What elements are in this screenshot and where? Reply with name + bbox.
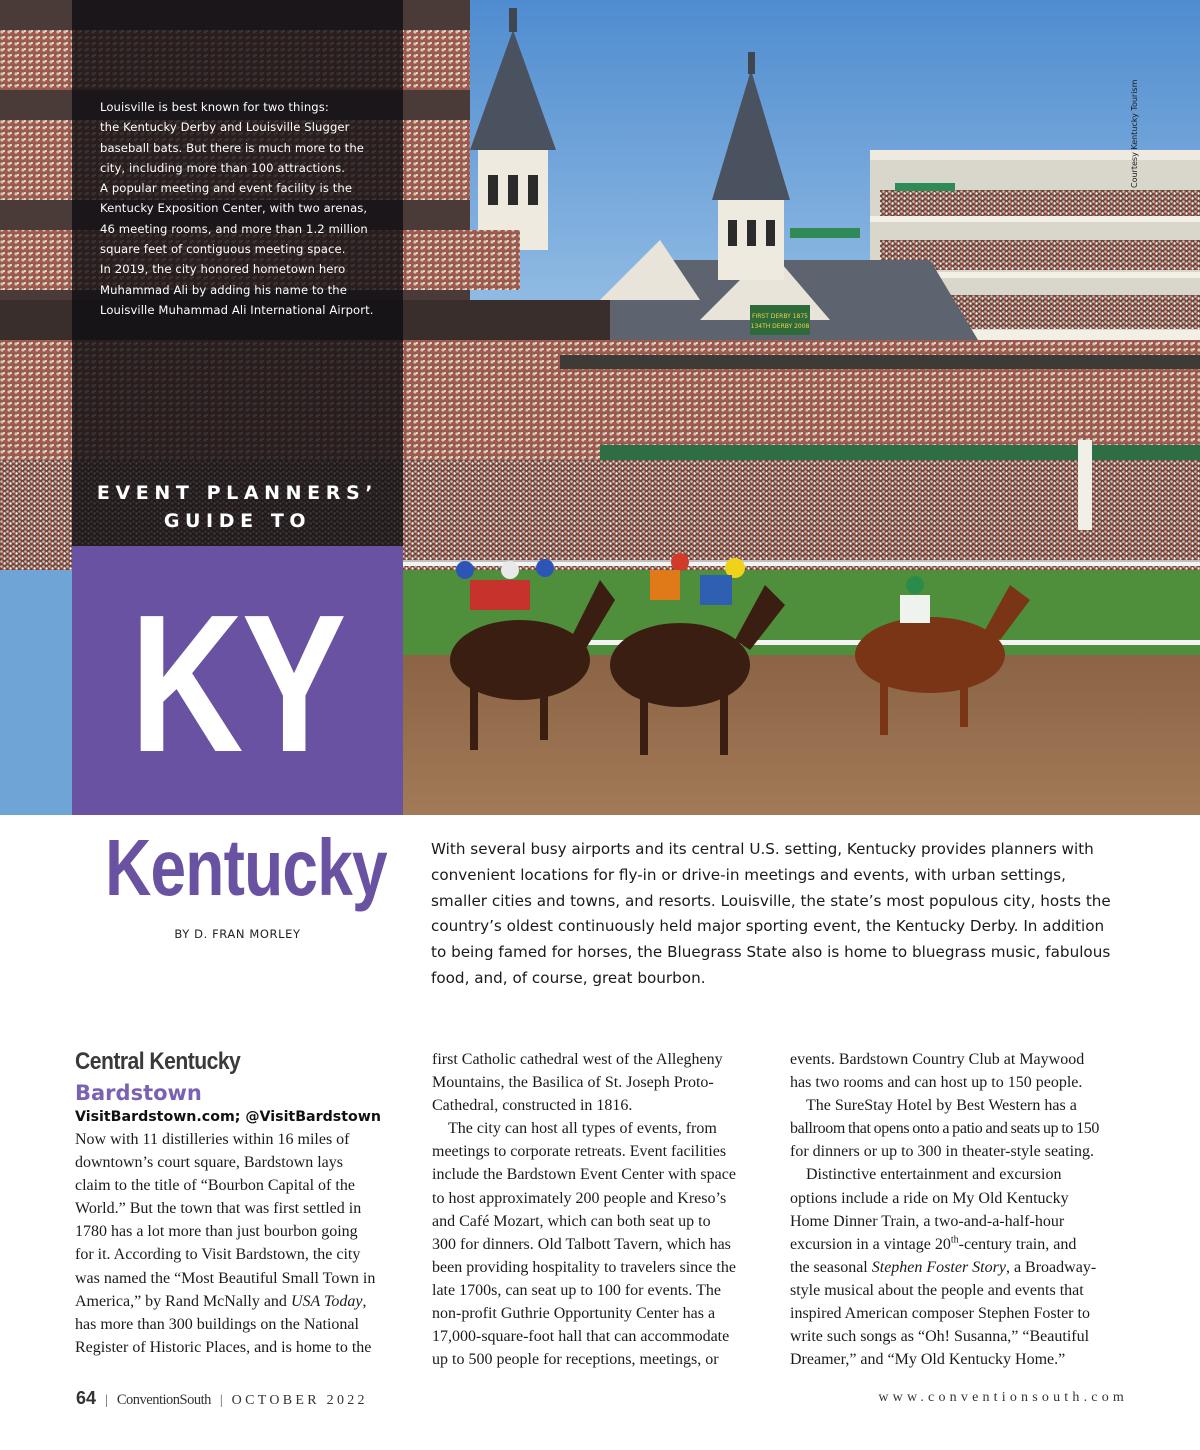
ordinal-suffix: th xyxy=(950,1234,959,1246)
body-paragraph xyxy=(75,1128,411,1359)
body-line xyxy=(790,1233,1130,1256)
body-line: 300 for dinners. Old Talbott Tavern, which has xyxy=(432,1235,731,1253)
sidebar-line: Louisville Muhammad Ali International Airport. xyxy=(100,302,374,317)
sidebar-line: 46 meeting rooms, and more than 1.2 million xyxy=(100,221,368,236)
body-line: events. Bardstown Country Club at Maywood xyxy=(790,1051,1085,1068)
body-line: up to 500 people for receptions, meetings, or xyxy=(432,1351,719,1369)
intro-line: smaller cities and towns, and resorts. Louisville, the state’s most populous city, hosts the xyxy=(431,891,1111,910)
body-line: Now with 11 distilleries within 16 miles of xyxy=(75,1131,350,1148)
sidebar-line: baseball bats. But there is much more to the xyxy=(100,140,365,155)
body-line: claim to the title of “Bourbon Capital of the xyxy=(75,1177,355,1195)
body-line: Mountains, the Basilica of St. Joseph Proto- xyxy=(432,1074,714,1092)
intro-line: to being famed for horses, the Bluegrass State also is home to bluegrass music, fabulous xyxy=(431,943,1111,962)
page-footer-left xyxy=(76,1388,368,1412)
guide-title-line-2: GUIDE TO xyxy=(163,510,312,532)
article-title: Kentucky xyxy=(105,823,387,912)
body-line: options include a ride on My Old Kentucky xyxy=(790,1189,1069,1207)
page-number: 64 xyxy=(76,1388,97,1408)
footer-website: www.conventionsouth.com xyxy=(878,1390,1128,1405)
body-line: World.” But the town that was first settled in xyxy=(75,1200,362,1218)
body-line: Dreamer,” and “My Old Kentucky Home.” xyxy=(790,1351,1066,1369)
sidebar-line: Kentucky Exposition Center, with two arenas, xyxy=(100,201,368,216)
body-line: include the Bardstown Event Center with space xyxy=(432,1166,736,1184)
city-website: VisitBardstown.com; @VisitBardstown xyxy=(75,1109,381,1125)
body-line: write such songs as “Oh! Susanna,” “Beautiful xyxy=(790,1328,1090,1346)
body-line: meetings to corporate retreats. Event facilities xyxy=(432,1143,727,1161)
body-line: The city can host all types of events, from xyxy=(448,1120,717,1138)
body-line: The SureStay Hotel by Best Western has a xyxy=(806,1097,1077,1115)
body-line: for it. According to Visit Bardstown, the city xyxy=(75,1246,361,1264)
intro-line: food, and, of course, great bourbon. xyxy=(431,968,706,987)
body-line: for dinners or up to 300 in theater-style seating. xyxy=(790,1143,1095,1161)
body-line: late 1700s, can seat up to 100 for events. The xyxy=(432,1281,721,1299)
body-paragraph xyxy=(790,1048,1130,1094)
body-line: and Café Mozart, which can both seat up to xyxy=(432,1212,711,1230)
body-line-text: America,” by Rand McNally and xyxy=(75,1292,287,1310)
body-line: has more than 300 buildings on the National xyxy=(75,1315,359,1333)
issue-date: OCTOBER 2022 xyxy=(231,1393,368,1408)
body-paragraph xyxy=(790,1094,1130,1163)
guide-title-line-1: EVENT PLANNERS’ xyxy=(96,482,379,504)
body-paragraph xyxy=(432,1048,768,1117)
derby-sign-left: FIRST DERBY 1875 xyxy=(752,313,808,320)
section-heading: Central Kentucky xyxy=(75,1048,241,1075)
body-line-text: the seasonal xyxy=(790,1258,868,1276)
body-line: style musical about the people and events that xyxy=(790,1281,1084,1299)
sidebar-line: the Kentucky Derby and Louisville Slugger xyxy=(100,120,350,135)
body-line: Distinctive entertainment and excursion xyxy=(806,1166,1062,1184)
sidebar-line: Louisville is best known for two things: xyxy=(100,100,329,114)
body-line: 17,000-square-foot hall that can accommodate xyxy=(432,1328,730,1346)
body-column-2 xyxy=(432,1048,768,1371)
derby-sign-right: 134TH DERBY 2008 xyxy=(750,323,810,330)
body-line: was named the “Most Beautiful Small Town in xyxy=(75,1269,376,1287)
intro-paragraph xyxy=(431,837,1137,992)
body-column-3 xyxy=(790,1048,1130,1371)
intro-overlay-panel xyxy=(72,0,403,546)
body-line: to host approximately 200 people and Kreso’s xyxy=(432,1189,727,1207)
intro-line: convenient locations for fly-in or drive-in meetings and events, with urban settings, xyxy=(431,865,1066,884)
footer-separator: | xyxy=(219,1393,223,1408)
body-line: Register of Historic Places, and is home to the xyxy=(75,1338,372,1356)
body-line: non-profit Guthrie Opportunity Center has a xyxy=(432,1305,716,1323)
byline: BY D. FRAN MORLEY xyxy=(174,927,301,941)
publication-name: USA Today xyxy=(290,1292,363,1310)
body-paragraph xyxy=(790,1163,1130,1371)
photo-credit: Courtesy Kentucky Tourism xyxy=(1130,79,1139,188)
magazine-name: ConventionSouth xyxy=(116,1392,211,1408)
sidebar-line: Muhammad Ali by adding his name to the xyxy=(100,282,347,297)
body-line: America,” by Rand McNally and USA Today, xyxy=(75,1292,367,1310)
louisville-sidebar-text xyxy=(100,97,390,320)
body-line: 1780 has a lot more than just bourbon going xyxy=(75,1223,358,1241)
footer-separator: | xyxy=(105,1393,108,1408)
body-line: Home Dinner Train, a two-and-a-half-hour xyxy=(790,1212,1065,1230)
body-line: first Catholic cathedral west of the Allegheny xyxy=(432,1051,723,1068)
intro-line: With several busy airports and its central U.S. setting, Kentucky provides planners with xyxy=(431,840,1094,858)
show-title: Stephen Foster Story xyxy=(871,1258,1006,1276)
body-line: Cathedral, constructed in 1816. xyxy=(432,1097,633,1115)
body-line: ballroom that opens onto a patio and seats up to 150 xyxy=(790,1120,1100,1138)
body-paragraph xyxy=(432,1117,768,1371)
intro-line: country’s oldest continuously held major sporting event, the Kentucky Derby. In addition xyxy=(431,917,1105,936)
body-line-text: -century train, and xyxy=(958,1235,1077,1253)
sidebar-line: A popular meeting and event facility is the xyxy=(100,181,353,196)
body-line: downtown’s court square, Bardstown lays xyxy=(75,1154,343,1172)
body-line: been providing hospitality to travelers since the xyxy=(432,1258,736,1276)
state-abbreviation: KY xyxy=(130,574,345,793)
body-column-1 xyxy=(75,1047,411,1359)
body-line-text: , a Broadway- xyxy=(1005,1258,1097,1276)
body-line: inspired American composer Stephen Foster to xyxy=(790,1305,1090,1323)
body-line-text: excursion in a vintage 20 xyxy=(790,1235,951,1253)
body-line: has two rooms and can host up to 150 people. xyxy=(790,1074,1083,1092)
sidebar-line: In 2019, the city honored hometown hero xyxy=(100,262,346,277)
ky-badge xyxy=(72,546,403,815)
sidebar-line: city, including more than 100 attractions. xyxy=(100,160,345,175)
body-line xyxy=(790,1256,1130,1279)
sidebar-line: square feet of contiguous meeting space. xyxy=(100,242,346,257)
city-heading: Bardstown xyxy=(75,1081,202,1105)
